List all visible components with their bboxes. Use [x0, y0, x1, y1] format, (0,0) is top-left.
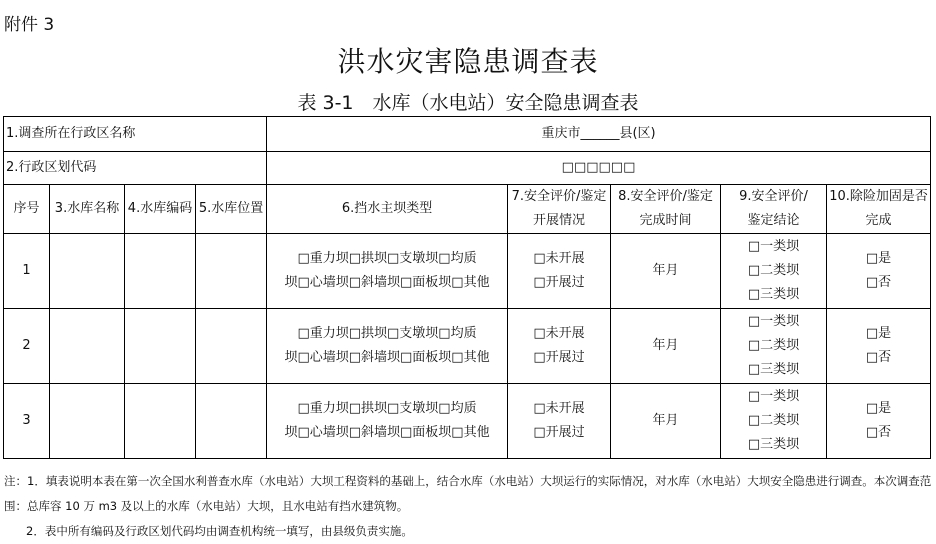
reservoir-code-cell[interactable] — [125, 234, 196, 309]
table-row — [4, 234, 931, 309]
option[interactable]: □二类坝 — [747, 413, 800, 428]
header-line: 9.安全评价/ — [739, 189, 808, 204]
option[interactable]: □是 — [865, 251, 892, 266]
option[interactable]: □否 — [865, 425, 892, 440]
admin-name-field[interactable]: 重庆市______县(区) — [267, 117, 931, 152]
reservoir-code-cell[interactable] — [125, 384, 196, 459]
option[interactable]: □否 — [865, 350, 892, 365]
option-line: □重力坝□拱坝□支墩坝□均质 — [297, 401, 477, 416]
note-1: 注：1．填表说明本表在第一次全国水利普查水库（水电站）大坝工程资料的基础上，结合水库（水电站）大坝运行的实际情况，对水库（水电站）大坝安全隐患进行调查。本次调查范围：总库容 10 万 m3 及以上的水库（水电站）大坝，且水电站有挡水建筑物。 — [4, 474, 932, 513]
column-header-row — [4, 185, 931, 234]
row-index: 1 — [4, 234, 50, 309]
admin-name-row — [4, 117, 931, 152]
option[interactable]: □三类坝 — [747, 437, 800, 452]
eval-status-options[interactable] — [508, 384, 611, 459]
option[interactable]: □一类坝 — [747, 314, 800, 329]
header-line: 10.除险加固是否 — [829, 189, 928, 204]
header-line: 鉴定结论 — [747, 213, 800, 228]
option[interactable]: □未开展 — [533, 401, 585, 416]
col-header-eval-time — [611, 185, 721, 234]
option[interactable]: □二类坝 — [747, 263, 800, 278]
admin-code-field[interactable]: □□□□□□ — [267, 152, 931, 185]
dam-type-options[interactable] — [267, 384, 508, 459]
footnotes — [4, 469, 934, 544]
admin-code-row — [4, 152, 931, 185]
eval-result-options[interactable] — [721, 234, 827, 309]
header-line: 7.安全评价/鉴定 — [511, 189, 607, 204]
option[interactable]: □开展过 — [533, 275, 585, 290]
reinforce-options[interactable] — [827, 234, 931, 309]
eval-time-cell[interactable]: 年月 — [611, 384, 721, 459]
table-row — [4, 384, 931, 459]
attachment-label: 附件 3 — [4, 15, 55, 35]
header-line: 8.安全评价/鉴定 — [618, 189, 713, 204]
option-line: 坝□心墙坝□斜墙坝□面板坝□其他 — [284, 350, 490, 365]
option[interactable]: □三类坝 — [747, 362, 800, 377]
reservoir-name-cell[interactable] — [50, 384, 125, 459]
admin-code-label: 2.行政区划代码 — [4, 152, 267, 185]
option[interactable]: □三类坝 — [747, 287, 800, 302]
option[interactable]: □二类坝 — [747, 338, 800, 353]
option[interactable]: □未开展 — [533, 326, 585, 341]
row-index: 2 — [4, 309, 50, 384]
option[interactable]: □未开展 — [533, 251, 585, 266]
option[interactable]: □开展过 — [533, 350, 585, 365]
reservoir-name-cell[interactable] — [50, 234, 125, 309]
reservoir-code-cell[interactable] — [125, 309, 196, 384]
reinforce-options[interactable] — [827, 384, 931, 459]
survey-table — [3, 116, 931, 459]
col-header-dam-type: 6.挡水主坝类型 — [267, 185, 508, 234]
option-line: □重力坝□拱坝□支墩坝□均质 — [297, 326, 477, 341]
note-2: 2．表中所有编码及行政区划代码均由调查机构统一填写，由县级负责实施。 — [26, 524, 413, 538]
col-header-index: 序号 — [4, 185, 50, 234]
col-header-eval-result — [721, 185, 827, 234]
header-line: 完成时间 — [639, 213, 692, 228]
option-line: □重力坝□拱坝□支墩坝□均质 — [297, 251, 477, 266]
eval-status-options[interactable] — [508, 234, 611, 309]
col-header-name: 3.水库名称 — [50, 185, 125, 234]
eval-result-options[interactable] — [721, 309, 827, 384]
option[interactable]: □一类坝 — [747, 389, 800, 404]
eval-result-options[interactable] — [721, 384, 827, 459]
option-line: 坝□心墙坝□斜墙坝□面板坝□其他 — [284, 425, 490, 440]
dam-type-options[interactable] — [267, 309, 508, 384]
option[interactable]: □一类坝 — [747, 239, 800, 254]
header-line: 完成 — [865, 213, 892, 228]
reservoir-location-cell[interactable] — [196, 234, 267, 309]
reservoir-location-cell[interactable] — [196, 384, 267, 459]
option-line: 坝□心墙坝□斜墙坝□面板坝□其他 — [284, 275, 490, 290]
reinforce-options[interactable] — [827, 309, 931, 384]
eval-time-cell[interactable]: 年月 — [611, 234, 721, 309]
option[interactable]: □否 — [865, 275, 892, 290]
dam-type-options[interactable] — [267, 234, 508, 309]
reservoir-name-cell[interactable] — [50, 309, 125, 384]
table-row — [4, 309, 931, 384]
admin-name-label: 1.调查所在行政区名称 — [4, 117, 267, 152]
header-line: 开展情况 — [533, 213, 586, 228]
eval-time-cell[interactable]: 年月 — [611, 309, 721, 384]
row-index: 3 — [4, 384, 50, 459]
option[interactable]: □是 — [865, 326, 892, 341]
col-header-code: 4.水库编码 — [125, 185, 196, 234]
col-header-location: 5.水库位置 — [196, 185, 267, 234]
option[interactable]: □是 — [865, 401, 892, 416]
col-header-eval-status — [508, 185, 611, 234]
col-header-reinforce — [827, 185, 931, 234]
table-subtitle: 表 3-1 水库（水电站）安全隐患调查表 — [297, 92, 639, 114]
reservoir-location-cell[interactable] — [196, 309, 267, 384]
option[interactable]: □开展过 — [533, 425, 585, 440]
document-title: 洪水灾害隐患调查表 — [337, 45, 599, 78]
eval-status-options[interactable] — [508, 309, 611, 384]
